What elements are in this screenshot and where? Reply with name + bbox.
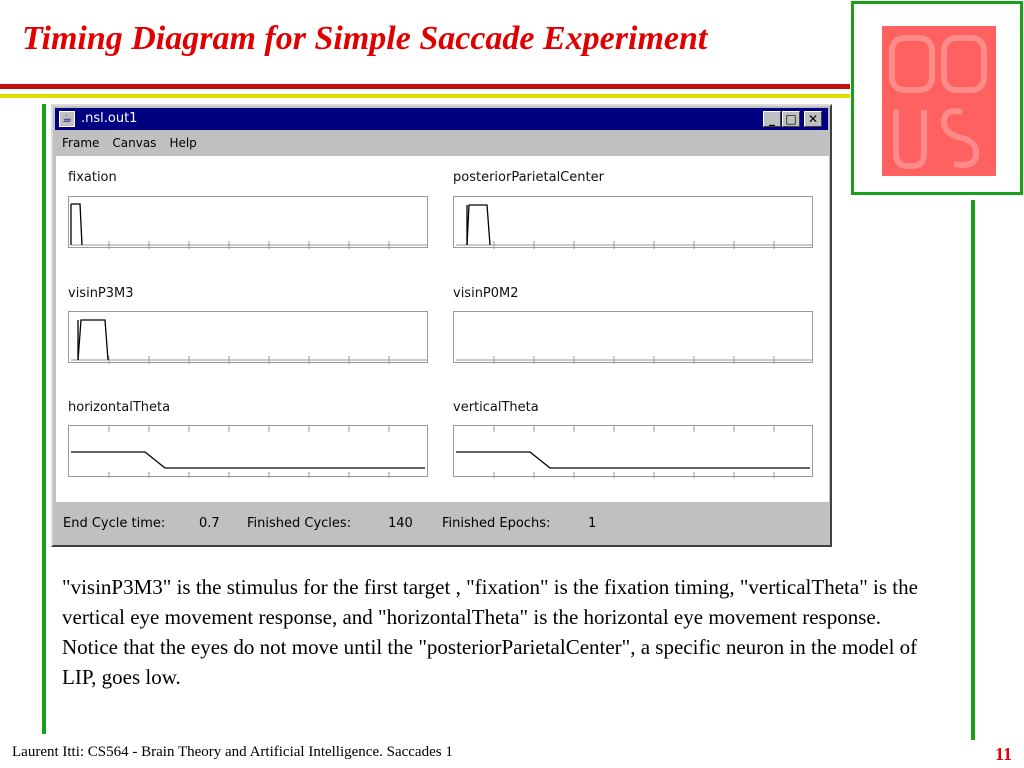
plot-verticalTheta [453,425,813,477]
menu-canvas[interactable]: Canvas [112,136,157,150]
panel-label-visinP0M2: visinP0M2 [453,286,519,301]
java-app-icon[interactable]: ☕ [59,111,75,127]
plot-posteriorParietalCenter [453,196,813,248]
plot-canvas [56,156,829,502]
panel-label-posteriorParietalCenter: posteriorParietalCenter [453,170,604,185]
panel-label-horizontalTheta: horizontalTheta [68,400,171,415]
window-titlebar[interactable] [55,108,828,130]
finished-cycles-value: 140 [388,516,413,531]
close-button[interactable]: ✕ [804,111,822,127]
left-accent-bar [42,104,46,734]
end-cycle-value: 0.7 [199,516,220,531]
panel-label-visinP3M3: visinP3M3 [68,286,134,301]
finished-epochs-value: 1 [588,516,597,531]
usc-logo-frame [851,1,1023,195]
plot-visinP3M3 [68,311,428,363]
title-divider [0,84,850,89]
menu-bar [55,132,828,154]
status-bar [56,510,829,536]
panel-label-verticalTheta: verticalTheta [453,400,539,415]
plot-horizontalTheta [68,425,428,477]
nsl-output-window[interactable] [51,104,832,547]
plot-visinP0M2 [453,311,813,363]
finished-cycles-label: Finished Cycles: [247,516,352,531]
page-number: 11 [995,744,1013,764]
menu-frame[interactable]: Frame [62,136,100,150]
panel-label-fixation: fixation [68,170,117,185]
slide-title: Timing Diagram for Simple Saccade Experiment [22,20,708,57]
right-accent-bar [971,200,975,740]
end-cycle-label: End Cycle time: [63,516,166,531]
usc-logo [882,26,996,176]
menu-help[interactable]: Help [169,136,197,150]
window-title: .nsl.out1 [81,111,138,126]
minimize-button[interactable]: _ [763,111,781,127]
description-paragraph: "visinP3M3" is the stimulus for the first target , "fixation" is the fixation timing, "verticalTheta" is the vertical eye movement response, and "horizontalTheta" is the horizontal eye movement response. Notice that the eyes do not move until the "posteriorParietalCenter", a specific neuron in the model of LIP, goes low. [62,575,918,689]
plot-fixation [68,196,428,248]
title-divider-accent [0,94,850,98]
footer-text: Laurent Itti: CS564 - Brain Theory and Artificial Intelligence. Saccades 1 [12,744,453,760]
finished-epochs-label: Finished Epochs: [442,516,551,531]
maximize-button[interactable]: □ [782,111,800,127]
